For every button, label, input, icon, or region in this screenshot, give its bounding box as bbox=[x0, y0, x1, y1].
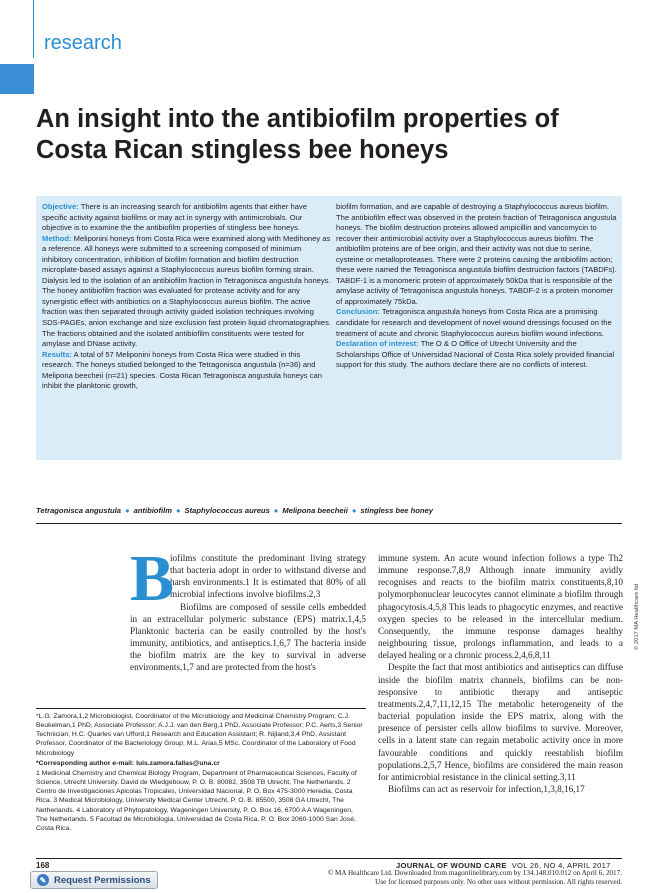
results-text-cont: biofilm formation, and are capable of destroying a Staphylococcus aureus biofilm. The antibiofilm effect was observed in the protein fraction of Tetragonisca angustula honeys. The biofilm destruction proteins allowed ampicillin and vancomycin to recover their antimicrobial activity over a Staphylococcus aureus biofilm. The antibiofilm proteins are of bee origin, and their activity was not due to serine, cysteine or metalloproteases. There were 2 proteins causing the antibiofilm action; these were named the Tetragonisca angustula biofilm destruction factors (TABDFs). TABDF-1 is a monomeric protein of approximately 50kDa that is responsible of the amylase activity of Tetragonisca angustula honeys. TABDF-2 is a protein monomer of approximately 75kDa. bbox=[336, 202, 617, 306]
section-rule bbox=[33, 0, 34, 58]
article-title: An insight into the antibiofilm properties of Costa Rican stingless bee honeys bbox=[36, 105, 559, 164]
journal-issue: VOL 26, NO 4, APRIL 2017 bbox=[511, 861, 611, 870]
objective-text: There is an increasing search for antibiofilm agents that either have specific activity against biofilms or may act in synergy with antimicrobials. Our objective is to examine the the antibiofilm properties of stingless bee honeys. bbox=[42, 202, 307, 233]
keyword: Tetragonisca angustula bbox=[36, 506, 121, 515]
results-heading: Results: bbox=[42, 349, 72, 359]
method-heading: Method: bbox=[42, 233, 72, 243]
body-paragraph: iofilms constitute the predominant living strategy that bacteria adopt in order to withstand diverse and harsh environments.1 It is estimated that 80% of all microbial infections involve biofilms.2,3 bbox=[170, 553, 366, 600]
body-paragraph: Despite the fact that most antibiotics and antiseptics can diffuse inside the biofilm matrix channels, biofilms can be non-responsive to antibiotic therapy and antiseptic treatments.2,4,7,11,12,15 The metabolic heterogeneity of the bacterial population inside the EPS matrix, along with the presence of persister cells allow biofilms to survive. Moreover, cells in a latent state can regain metabolic activity once in more favourable conditions and quickly reestablish biofilm populations.2,5,7 Hence, biofilms are considered the main reason for antimicrobial resistance in the clinical setting.3,11 bbox=[378, 662, 623, 782]
abstract-column-left bbox=[42, 202, 332, 392]
abstract-column-right bbox=[336, 202, 620, 371]
declaration-text: The O & O Office of Utrecht University and the Scholarships Office of Universidad Nacional of Costa Rica solely provided financial support for this study. The authors declare there are no conflicts of interest. bbox=[336, 339, 615, 370]
body-paragraph: Biofilms are composed of sessile cells embedded in an extracellular polymeric substance (EPS) matrix.1,4,5 Planktonic bacteria can be easily controlled by the host's immunity, antibiotics, and antiseptics.1,6,7 The bacteria inside the biofilm matrix are the key to survival in adverse environments,1,7 and are protected from the host's bbox=[130, 601, 366, 673]
bullet-icon: ● bbox=[124, 506, 130, 515]
section-label: research bbox=[44, 32, 122, 54]
authors-rule bbox=[36, 708, 366, 709]
request-permissions-button[interactable] bbox=[30, 871, 158, 889]
objective-heading: Objective: bbox=[42, 202, 79, 211]
body-column-2 bbox=[378, 552, 623, 795]
conclusion-text: Tetragonisca angustula honeys from Costa Rica are a promising candidate for research and development of novel wound dressings focused on the treatment of acute and chronic Staphylococcus aureus biofilm wound infections. bbox=[336, 307, 612, 338]
page-number: 168 bbox=[36, 861, 50, 870]
bullet-icon: ● bbox=[273, 506, 279, 515]
body-paragraph: immune system. An acute wound infection follows a type Th2 immune response.7,8,9 Although innate immunity avidly recognises and reacts to the biofilm matrix constituents,8,10 polymorphonuclear leucocytes cannot eliminate a biofilm through phagocytosis.4,5,8 This leads to phagocytic enzymes, and reactive oxygen species to be released in the intercellular medium. Consequently, the immune response damages healthy neighbouring tissue, prolongs inflammation, and leads to a delayed healing or a chronic process.2,4,6,8,11 bbox=[378, 553, 623, 661]
keyword: antibiofilm bbox=[133, 506, 172, 515]
bullet-icon: ● bbox=[351, 506, 357, 515]
body-paragraph: Biofilms can act as reservoir for infection,1,3,8,16,17 bbox=[388, 783, 585, 794]
download-notice bbox=[290, 869, 622, 887]
dropcap: B bbox=[130, 542, 175, 615]
author-list: *L.G. Zamora,1,2 Microbiologist, Coordinator of the Microbiology and Medicinal Chemistry Program; C.J. Beukelman,1 PhD, Associate Professor; A.J.J. van den Berg,1 PhD, Associate Professor; P.C. Aerts,3 Senior Technician; H.C. Quarles van Ufford,1 Research and Education Assistant; R. Nijland,3,4 PhD, Assistant Professor, Coordinator of the Bacteriology Group; M.L. Arias,5 MSc, Coordinator of the Laboratory of Food Microbiology bbox=[36, 713, 363, 757]
affiliations: 1 Medicinal Chemistry and Chemical Biology Program, Department of Pharmaceutical Sciences, Faculty of Science, Utrecht University. David de Wiedgebouw, P. O. B. 80082, 3508 TB Utrecht, The Netherlands. 2 Centro de Investigaciones Apicolas Tropicales, Universidad Nacional, P. O. Box 475-3000 Heredia, Costa Rica. 3 Medical Microbiology, University Medical Center Utrecht, P. O. B. 85500, 3508 GA Utrecht, The Netherlands. 4 Laboratory of Phytopatology, Wageningen University, P. O. Box 16, 6700 A A Wageningen, The Netherlands. 5 Facultad de Microbiologia, Universidad de Costa Rica. P. O. Box 2060-1000 San José, Costa Rica. bbox=[36, 769, 357, 832]
journal-name: JOURNAL OF WOUND CARE bbox=[396, 861, 507, 870]
section-bar bbox=[0, 64, 34, 94]
declaration-heading: Declaration of interest: bbox=[336, 339, 419, 349]
keywords-rule bbox=[36, 523, 622, 524]
bullet-icon: ● bbox=[175, 506, 181, 515]
keywords bbox=[36, 506, 433, 515]
keyword: Melipona beecheii bbox=[282, 506, 348, 515]
download-line: © MA Healthcare Ltd. Downloaded from magonlinelibrary.com by 134.148.010.012 on April 6, 2017. bbox=[327, 869, 622, 877]
keyword: stingless bee honey bbox=[360, 506, 433, 515]
results-text: A total of 57 Meliponini honeys from Costa Rica were studied in this research. The honeys studied belonged to the Tetragonisca angustula (n=36) and Melipona beecheii (n=21) species. Costa Rican Tetragonisca angustula honeys can inhibit the planktonic growth, bbox=[42, 349, 322, 391]
vertical-copyright: © 2017 MA Healthcare ltd bbox=[634, 583, 640, 650]
method-text: Meliponini honeys from Costa Rica were examined along with Medihoney as a reference. All honeys were submitted to a screening composed of minimum inhibitory concentration, inhibition of biofilm formation and biofilm destruction microplate-based assays against a Staphylococcus aureus biofilm forming strain. Dialysis led to the isolation of an antibiofilm fraction in Tetragonisca angustula honeys. The honey antibiofilm fraction was evaluated for protease activity and for any synergistic effect with antibiotics on a Staphylococcus aureus biofilm. The active fraction was then separated through activity guided isolation techniques involving SDS-PAGEs, anion exchange and size exclusion fast protein liquid chromatographies. The fractions obtained and the isolated antibiofilm constituents were tested for amylase and DNase activity. bbox=[42, 233, 332, 349]
conclusion-heading: Conclusion: bbox=[336, 307, 380, 317]
abstract-box bbox=[36, 196, 622, 460]
license-line: Use for licensed purposes only. No other uses without permission. All rights reserved. bbox=[375, 878, 622, 886]
footer-rule bbox=[36, 858, 622, 859]
request-permissions-label: Request Permissions bbox=[54, 874, 151, 886]
author-affiliations bbox=[36, 712, 366, 834]
keyword: Staphylococcus aureus bbox=[184, 506, 270, 515]
corresponding-author: *Corresponding author e-mail: luis.zamora.fallas@una.cr bbox=[36, 759, 220, 767]
key-icon: ✎ bbox=[37, 874, 49, 886]
